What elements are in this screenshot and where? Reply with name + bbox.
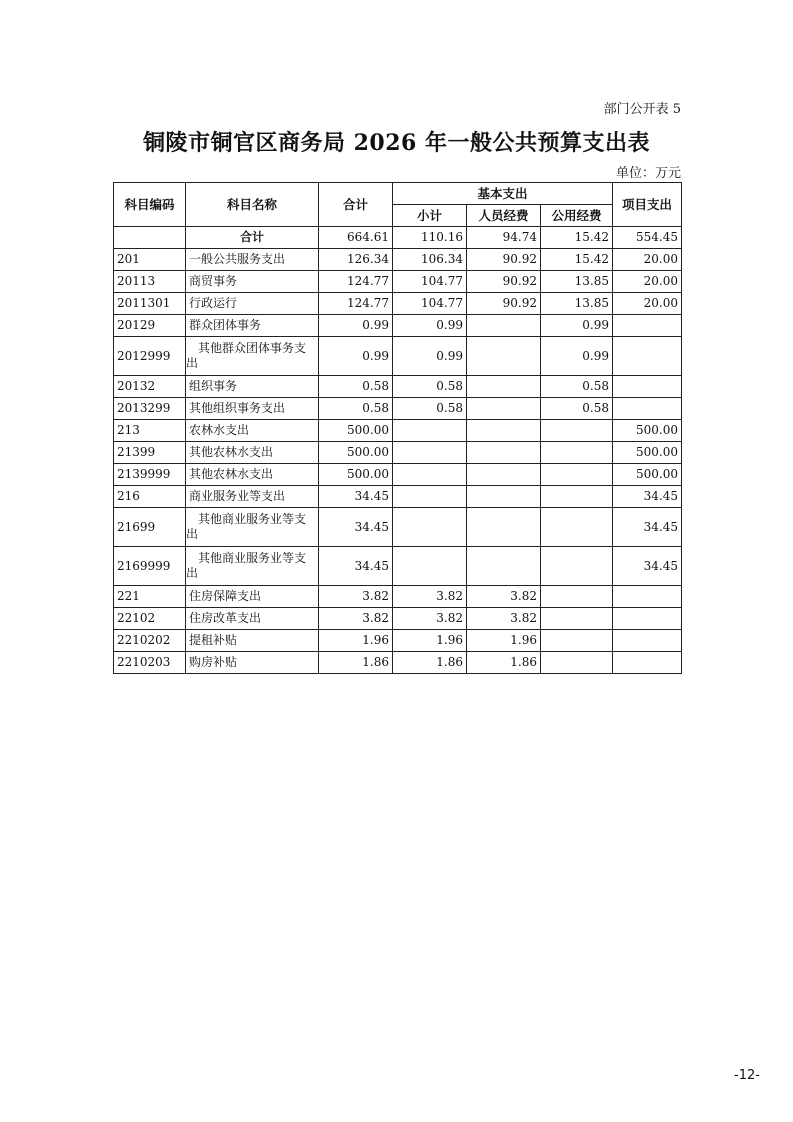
- cell-project: 34.45: [613, 508, 682, 547]
- cell-personnel: 1.86: [467, 652, 541, 674]
- cell-total: 664.61: [319, 227, 393, 249]
- cell-code: 2169999: [114, 547, 186, 586]
- cell-subtotal: 104.77: [393, 271, 467, 293]
- cell-subtotal: 0.99: [393, 337, 467, 376]
- cell-personnel: [467, 486, 541, 508]
- cell-project: 20.00: [613, 293, 682, 315]
- cell-subtotal: [393, 486, 467, 508]
- cell-total: 500.00: [319, 464, 393, 486]
- cell-total: 124.77: [319, 293, 393, 315]
- column-header-total: 合计: [319, 183, 393, 227]
- column-header-name: 科目名称: [186, 183, 319, 227]
- cell-project: 500.00: [613, 420, 682, 442]
- header-row: [114, 183, 682, 205]
- cell-public: 0.99: [541, 315, 613, 337]
- cell-code: 20132: [114, 376, 186, 398]
- cell-name: 农林水支出: [186, 420, 319, 442]
- cell-name: 其他农林水支出: [186, 442, 319, 464]
- table-row: [114, 547, 682, 586]
- cell-name: 提租补贴: [186, 630, 319, 652]
- table-row: [114, 442, 682, 464]
- cell-personnel: [467, 337, 541, 376]
- cell-subtotal: 106.34: [393, 249, 467, 271]
- cell-subtotal: 0.58: [393, 376, 467, 398]
- cell-total: 0.99: [319, 315, 393, 337]
- cell-code: 2210202: [114, 630, 186, 652]
- cell-personnel: 94.74: [467, 227, 541, 249]
- cell-total: 34.45: [319, 547, 393, 586]
- table-row: [114, 464, 682, 486]
- cell-project: [613, 586, 682, 608]
- cell-name: 住房保障支出: [186, 586, 319, 608]
- cell-name: 一般公共服务支出: [186, 249, 319, 271]
- cell-total: 126.34: [319, 249, 393, 271]
- cell-name: 合计: [186, 227, 319, 249]
- cell-total: 500.00: [319, 442, 393, 464]
- table-row: [114, 652, 682, 674]
- column-header-project: 项目支出: [613, 183, 682, 227]
- cell-public: 0.58: [541, 376, 613, 398]
- cell-subtotal: 0.99: [393, 315, 467, 337]
- cell-public: [541, 608, 613, 630]
- cell-personnel: [467, 376, 541, 398]
- cell-personnel: [467, 547, 541, 586]
- cell-name: 住房改革支出: [186, 608, 319, 630]
- cell-public: [541, 464, 613, 486]
- cell-code: 201: [114, 249, 186, 271]
- cell-subtotal: [393, 464, 467, 486]
- cell-project: [613, 376, 682, 398]
- table-row: [114, 376, 682, 398]
- table-row: [114, 398, 682, 420]
- cell-name: 商贸事务: [186, 271, 319, 293]
- cell-code: 2210203: [114, 652, 186, 674]
- cell-total: 500.00: [319, 420, 393, 442]
- cell-subtotal: 104.77: [393, 293, 467, 315]
- cell-code: 2139999: [114, 464, 186, 486]
- cell-personnel: 90.92: [467, 271, 541, 293]
- table-row: [114, 420, 682, 442]
- table-row: [114, 608, 682, 630]
- cell-project: [613, 337, 682, 376]
- cell-total: 34.45: [319, 508, 393, 547]
- cell-project: 500.00: [613, 464, 682, 486]
- column-header-public: 公用经费: [541, 205, 613, 227]
- cell-code: 21699: [114, 508, 186, 547]
- cell-name: 商业服务业等支出: [186, 486, 319, 508]
- cell-public: [541, 630, 613, 652]
- cell-public: [541, 547, 613, 586]
- cell-code: 20129: [114, 315, 186, 337]
- cell-code: 2012999: [114, 337, 186, 376]
- cell-code: 22102: [114, 608, 186, 630]
- cell-total: 0.58: [319, 376, 393, 398]
- cell-project: [613, 398, 682, 420]
- cell-subtotal: 1.96: [393, 630, 467, 652]
- cell-personnel: 3.82: [467, 586, 541, 608]
- unit-label: 单位：万元: [615, 166, 681, 181]
- page-number: -12-: [734, 1068, 760, 1083]
- cell-subtotal: [393, 420, 467, 442]
- cell-project: [613, 630, 682, 652]
- cell-name: 行政运行: [186, 293, 319, 315]
- table-row: [114, 486, 682, 508]
- cell-project: 34.45: [613, 547, 682, 586]
- cell-total: 3.82: [319, 608, 393, 630]
- cell-code: [114, 227, 186, 249]
- cell-public: 13.85: [541, 271, 613, 293]
- cell-code: 20113: [114, 271, 186, 293]
- cell-total: 3.82: [319, 586, 393, 608]
- cell-public: [541, 486, 613, 508]
- cell-public: [541, 508, 613, 547]
- cell-name: 购房补贴: [186, 652, 319, 674]
- cell-subtotal: 0.58: [393, 398, 467, 420]
- cell-personnel: 1.96: [467, 630, 541, 652]
- cell-total: 124.77: [319, 271, 393, 293]
- cell-project: 20.00: [613, 249, 682, 271]
- table-row: [114, 630, 682, 652]
- cell-project: [613, 315, 682, 337]
- cell-total: 0.99: [319, 337, 393, 376]
- cell-public: 15.42: [541, 249, 613, 271]
- cell-subtotal: 1.86: [393, 652, 467, 674]
- cell-name: 其他群众团体事务支出: [186, 337, 319, 376]
- cell-public: [541, 420, 613, 442]
- cell-subtotal: 110.16: [393, 227, 467, 249]
- cell-name: 其他商业服务业等支出: [186, 547, 319, 586]
- cell-subtotal: [393, 508, 467, 547]
- cell-personnel: [467, 420, 541, 442]
- cell-personnel: [467, 398, 541, 420]
- column-header-personnel: 人员经费: [467, 205, 541, 227]
- cell-public: 15.42: [541, 227, 613, 249]
- cell-name: 组织事务: [186, 376, 319, 398]
- cell-name: 群众团体事务: [186, 315, 319, 337]
- cell-personnel: [467, 464, 541, 486]
- cell-subtotal: [393, 442, 467, 464]
- cell-project: [613, 652, 682, 674]
- cell-personnel: [467, 508, 541, 547]
- table-row: [114, 586, 682, 608]
- cell-code: 21399: [114, 442, 186, 464]
- cell-name: 其他农林水支出: [186, 464, 319, 486]
- cell-public: [541, 652, 613, 674]
- cell-code: 213: [114, 420, 186, 442]
- cell-code: 2011301: [114, 293, 186, 315]
- cell-code: 2013299: [114, 398, 186, 420]
- column-header-basic: 基本支出: [393, 183, 613, 205]
- cell-name: 其他组织事务支出: [186, 398, 319, 420]
- cell-project: 20.00: [613, 271, 682, 293]
- cell-public: [541, 586, 613, 608]
- cell-total: 34.45: [319, 486, 393, 508]
- table-number-label: 部门公开表 5: [603, 102, 681, 117]
- cell-subtotal: [393, 547, 467, 586]
- budget-table: [113, 182, 682, 674]
- cell-project: [613, 608, 682, 630]
- cell-subtotal: 3.82: [393, 608, 467, 630]
- table-row: [114, 508, 682, 547]
- cell-total: 0.58: [319, 398, 393, 420]
- cell-project: 500.00: [613, 442, 682, 464]
- column-header-subtotal: 小计: [393, 205, 467, 227]
- cell-public: 0.99: [541, 337, 613, 376]
- cell-total: 1.96: [319, 630, 393, 652]
- table-row: [114, 271, 682, 293]
- cell-public: 0.58: [541, 398, 613, 420]
- cell-public: [541, 442, 613, 464]
- cell-personnel: 3.82: [467, 608, 541, 630]
- table-row: [114, 315, 682, 337]
- cell-subtotal: 3.82: [393, 586, 467, 608]
- table-row: [114, 293, 682, 315]
- cell-personnel: [467, 315, 541, 337]
- document-title: 铜陵市铜官区商务局 2026 年一般公共预算支出表: [142, 130, 651, 156]
- cell-code: 221: [114, 586, 186, 608]
- table-row: [114, 249, 682, 271]
- cell-personnel: [467, 442, 541, 464]
- table-row: [114, 337, 682, 376]
- cell-project: 34.45: [613, 486, 682, 508]
- cell-public: 13.85: [541, 293, 613, 315]
- cell-code: 216: [114, 486, 186, 508]
- cell-project: 554.45: [613, 227, 682, 249]
- cell-personnel: 90.92: [467, 293, 541, 315]
- column-header-code: 科目编码: [114, 183, 186, 227]
- cell-total: 1.86: [319, 652, 393, 674]
- cell-name: 其他商业服务业等支出: [186, 508, 319, 547]
- table-row-total: [114, 227, 682, 249]
- cell-personnel: 90.92: [467, 249, 541, 271]
